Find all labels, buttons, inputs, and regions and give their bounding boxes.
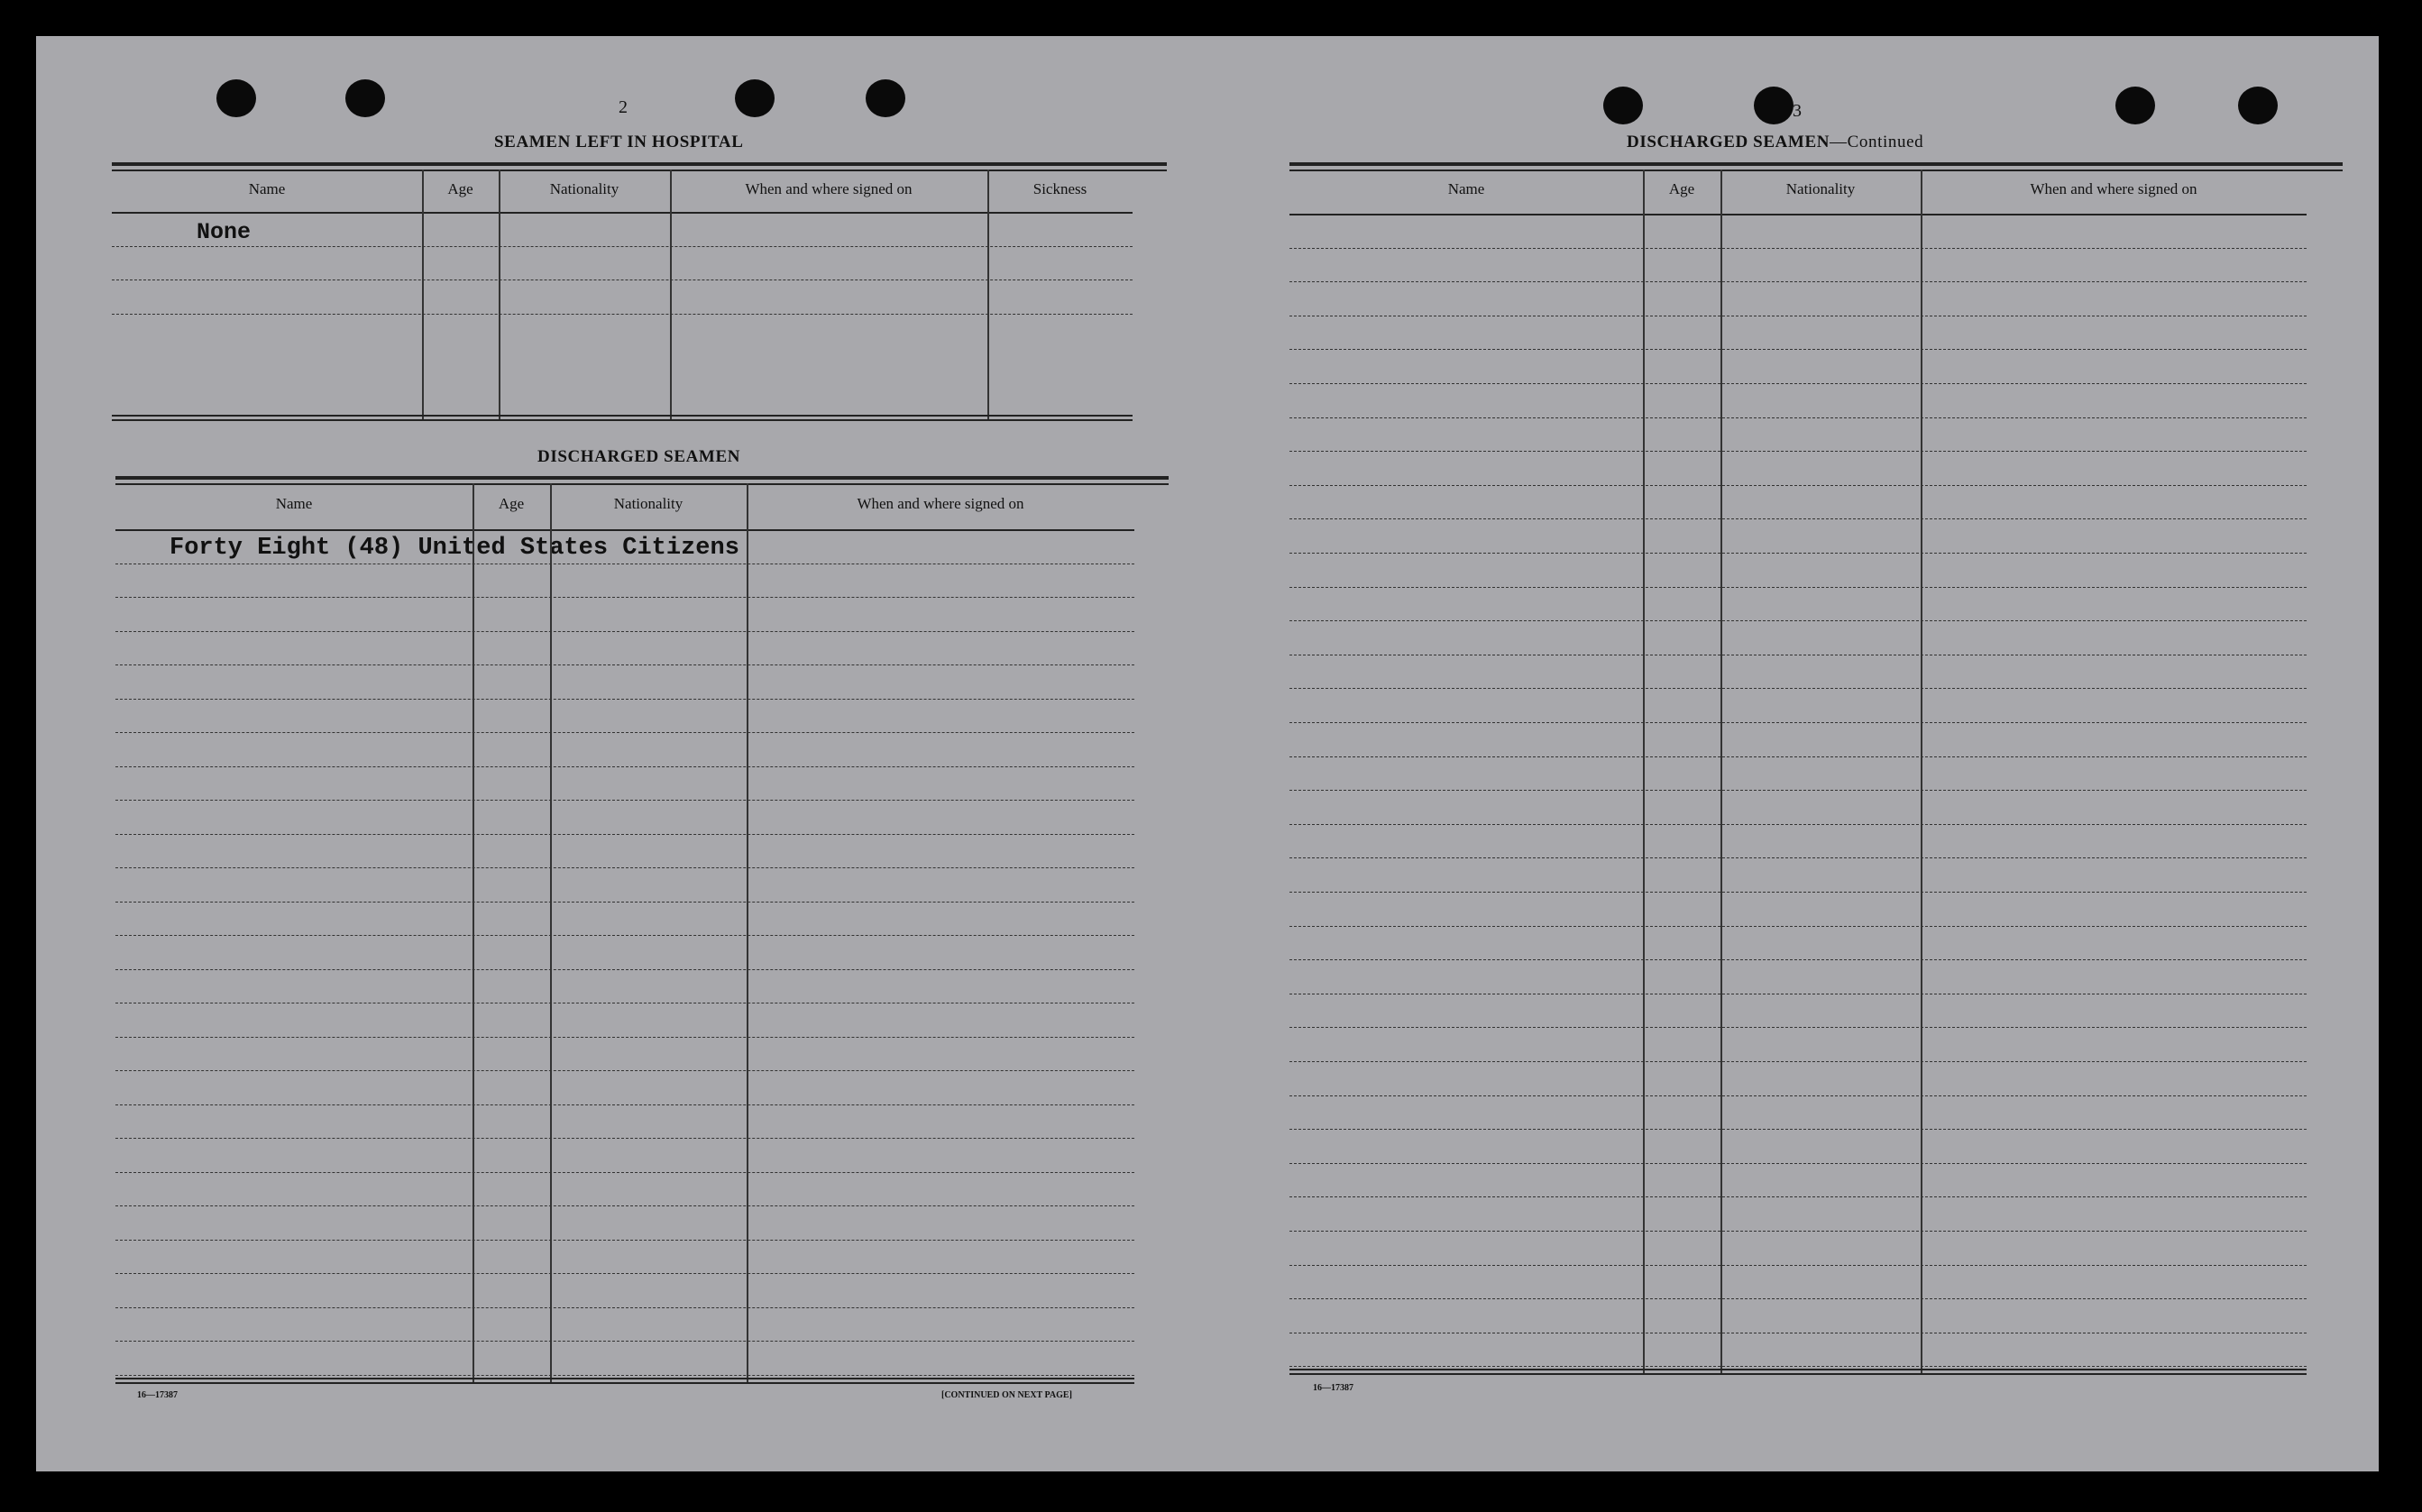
column-header: Nationality (613, 495, 683, 512)
right-title-text: DISCHARGED SEAMEN (1627, 133, 1830, 151)
column-divider (1921, 170, 1922, 1374)
column-header: Nationality (1785, 180, 1856, 197)
page-number: 3 (1793, 101, 1802, 121)
discharged-section-title: DISCHARGED SEAMEN (537, 447, 741, 466)
punch-hole (2115, 87, 2155, 124)
row-line (1289, 1027, 2307, 1028)
row-line (115, 935, 1134, 936)
column-header: When and where signed on (857, 495, 1024, 512)
row-line (115, 1070, 1134, 1071)
row-line (1289, 688, 2307, 689)
row-line (115, 631, 1134, 632)
row-line (1289, 892, 2307, 893)
hospital-entry-name: None (197, 219, 252, 245)
right-section-title (1627, 133, 1923, 152)
page-number: 2 (619, 97, 628, 117)
row-line (115, 867, 1134, 868)
row-line (115, 699, 1134, 700)
row-line (115, 1273, 1134, 1274)
row-line (1289, 587, 2307, 588)
row-line (1289, 248, 2307, 249)
row-line (112, 246, 1133, 247)
row-line (112, 279, 1133, 280)
row-line (115, 1240, 1134, 1241)
table-bottom-rule (115, 1382, 1134, 1384)
column-divider (499, 170, 500, 420)
row-line (115, 800, 1134, 801)
table-top-rule (1289, 170, 2343, 171)
row-line (1289, 349, 2307, 350)
row-line (1289, 790, 2307, 791)
row-line (1289, 383, 2307, 384)
row-line (1289, 1129, 2307, 1130)
column-divider (1720, 170, 1722, 1374)
row-line (1289, 857, 2307, 858)
discharged-entry: Forty Eight (48) United States Citizens (170, 535, 739, 562)
title-rule (1289, 162, 2343, 166)
table-top-rule (115, 483, 1169, 485)
row-line (1289, 1265, 2307, 1266)
column-header: Age (1668, 180, 1695, 197)
row-line (1289, 620, 2307, 621)
column-header: When and where signed on (2030, 180, 2197, 197)
column-divider (987, 170, 989, 420)
column-header: Name (248, 180, 286, 197)
table-bottom-rule (112, 415, 1133, 417)
form-number: 16—17387 (1313, 1383, 1353, 1393)
table-bottom-rule (1289, 1369, 2307, 1370)
header-rule (1289, 214, 2307, 215)
row-line (1289, 451, 2307, 452)
row-line (115, 1307, 1134, 1308)
column-divider (472, 483, 474, 1382)
row-line (112, 314, 1133, 315)
row-line (115, 1172, 1134, 1173)
row-line (1289, 959, 2307, 960)
table-bottom-rule (115, 1378, 1134, 1379)
row-line (1289, 824, 2307, 825)
row-line (1289, 1196, 2307, 1197)
row-line (1289, 1366, 2307, 1367)
row-line (1289, 485, 2307, 486)
row-line (1289, 518, 2307, 519)
row-line (115, 969, 1134, 970)
column-header: Sickness (1032, 180, 1087, 197)
row-line (1289, 1163, 2307, 1164)
punch-hole (735, 79, 775, 117)
row-line (115, 1037, 1134, 1038)
row-line (115, 902, 1134, 903)
row-line (115, 597, 1134, 598)
row-line (1289, 1095, 2307, 1096)
punch-hole (866, 79, 905, 117)
column-header: Name (1447, 180, 1485, 197)
punch-hole (345, 79, 385, 117)
hospital-section-title: SEAMEN LEFT IN HOSPITAL (494, 133, 744, 151)
header-rule (115, 529, 1134, 531)
row-line (115, 1104, 1134, 1105)
row-line (115, 1341, 1134, 1342)
column-header: When and where signed on (745, 180, 913, 197)
row-line (115, 732, 1134, 733)
column-divider (670, 170, 672, 420)
row-line (1289, 553, 2307, 554)
form-number: 16—17387 (137, 1390, 178, 1400)
column-divider (550, 483, 552, 1382)
continued-note: [CONTINUED ON NEXT PAGE] (941, 1390, 1072, 1400)
column-header: Age (498, 495, 525, 512)
ledger-sheet (36, 36, 2379, 1471)
column-divider (747, 483, 748, 1382)
row-line (115, 1205, 1134, 1206)
row-line (1289, 926, 2307, 927)
title-rule (115, 476, 1169, 480)
row-line (1289, 1231, 2307, 1232)
row-line (115, 766, 1134, 767)
column-divider (1643, 170, 1645, 1374)
row-line (115, 1138, 1134, 1139)
punch-hole (1754, 87, 1794, 124)
title-rule (112, 162, 1167, 166)
header-rule (112, 212, 1133, 214)
column-header: Nationality (549, 180, 619, 197)
row-line (1289, 417, 2307, 418)
table-top-rule (112, 170, 1167, 171)
column-divider (422, 170, 424, 420)
punch-hole (1603, 87, 1643, 124)
row-line (1289, 756, 2307, 757)
punch-hole (2238, 87, 2278, 124)
row-line (115, 1375, 1134, 1376)
row-line (1289, 281, 2307, 282)
row-line (115, 664, 1134, 665)
column-header: Age (447, 180, 473, 197)
punch-hole (216, 79, 256, 117)
column-header: Name (275, 495, 313, 512)
row-line (115, 834, 1134, 835)
table-bottom-rule (1289, 1373, 2307, 1375)
row-line (1289, 1061, 2307, 1062)
right-title-suffix: —Continued (1830, 133, 1924, 151)
table-bottom-rule (112, 419, 1133, 421)
row-line (1289, 1298, 2307, 1299)
row-line (1289, 722, 2307, 723)
